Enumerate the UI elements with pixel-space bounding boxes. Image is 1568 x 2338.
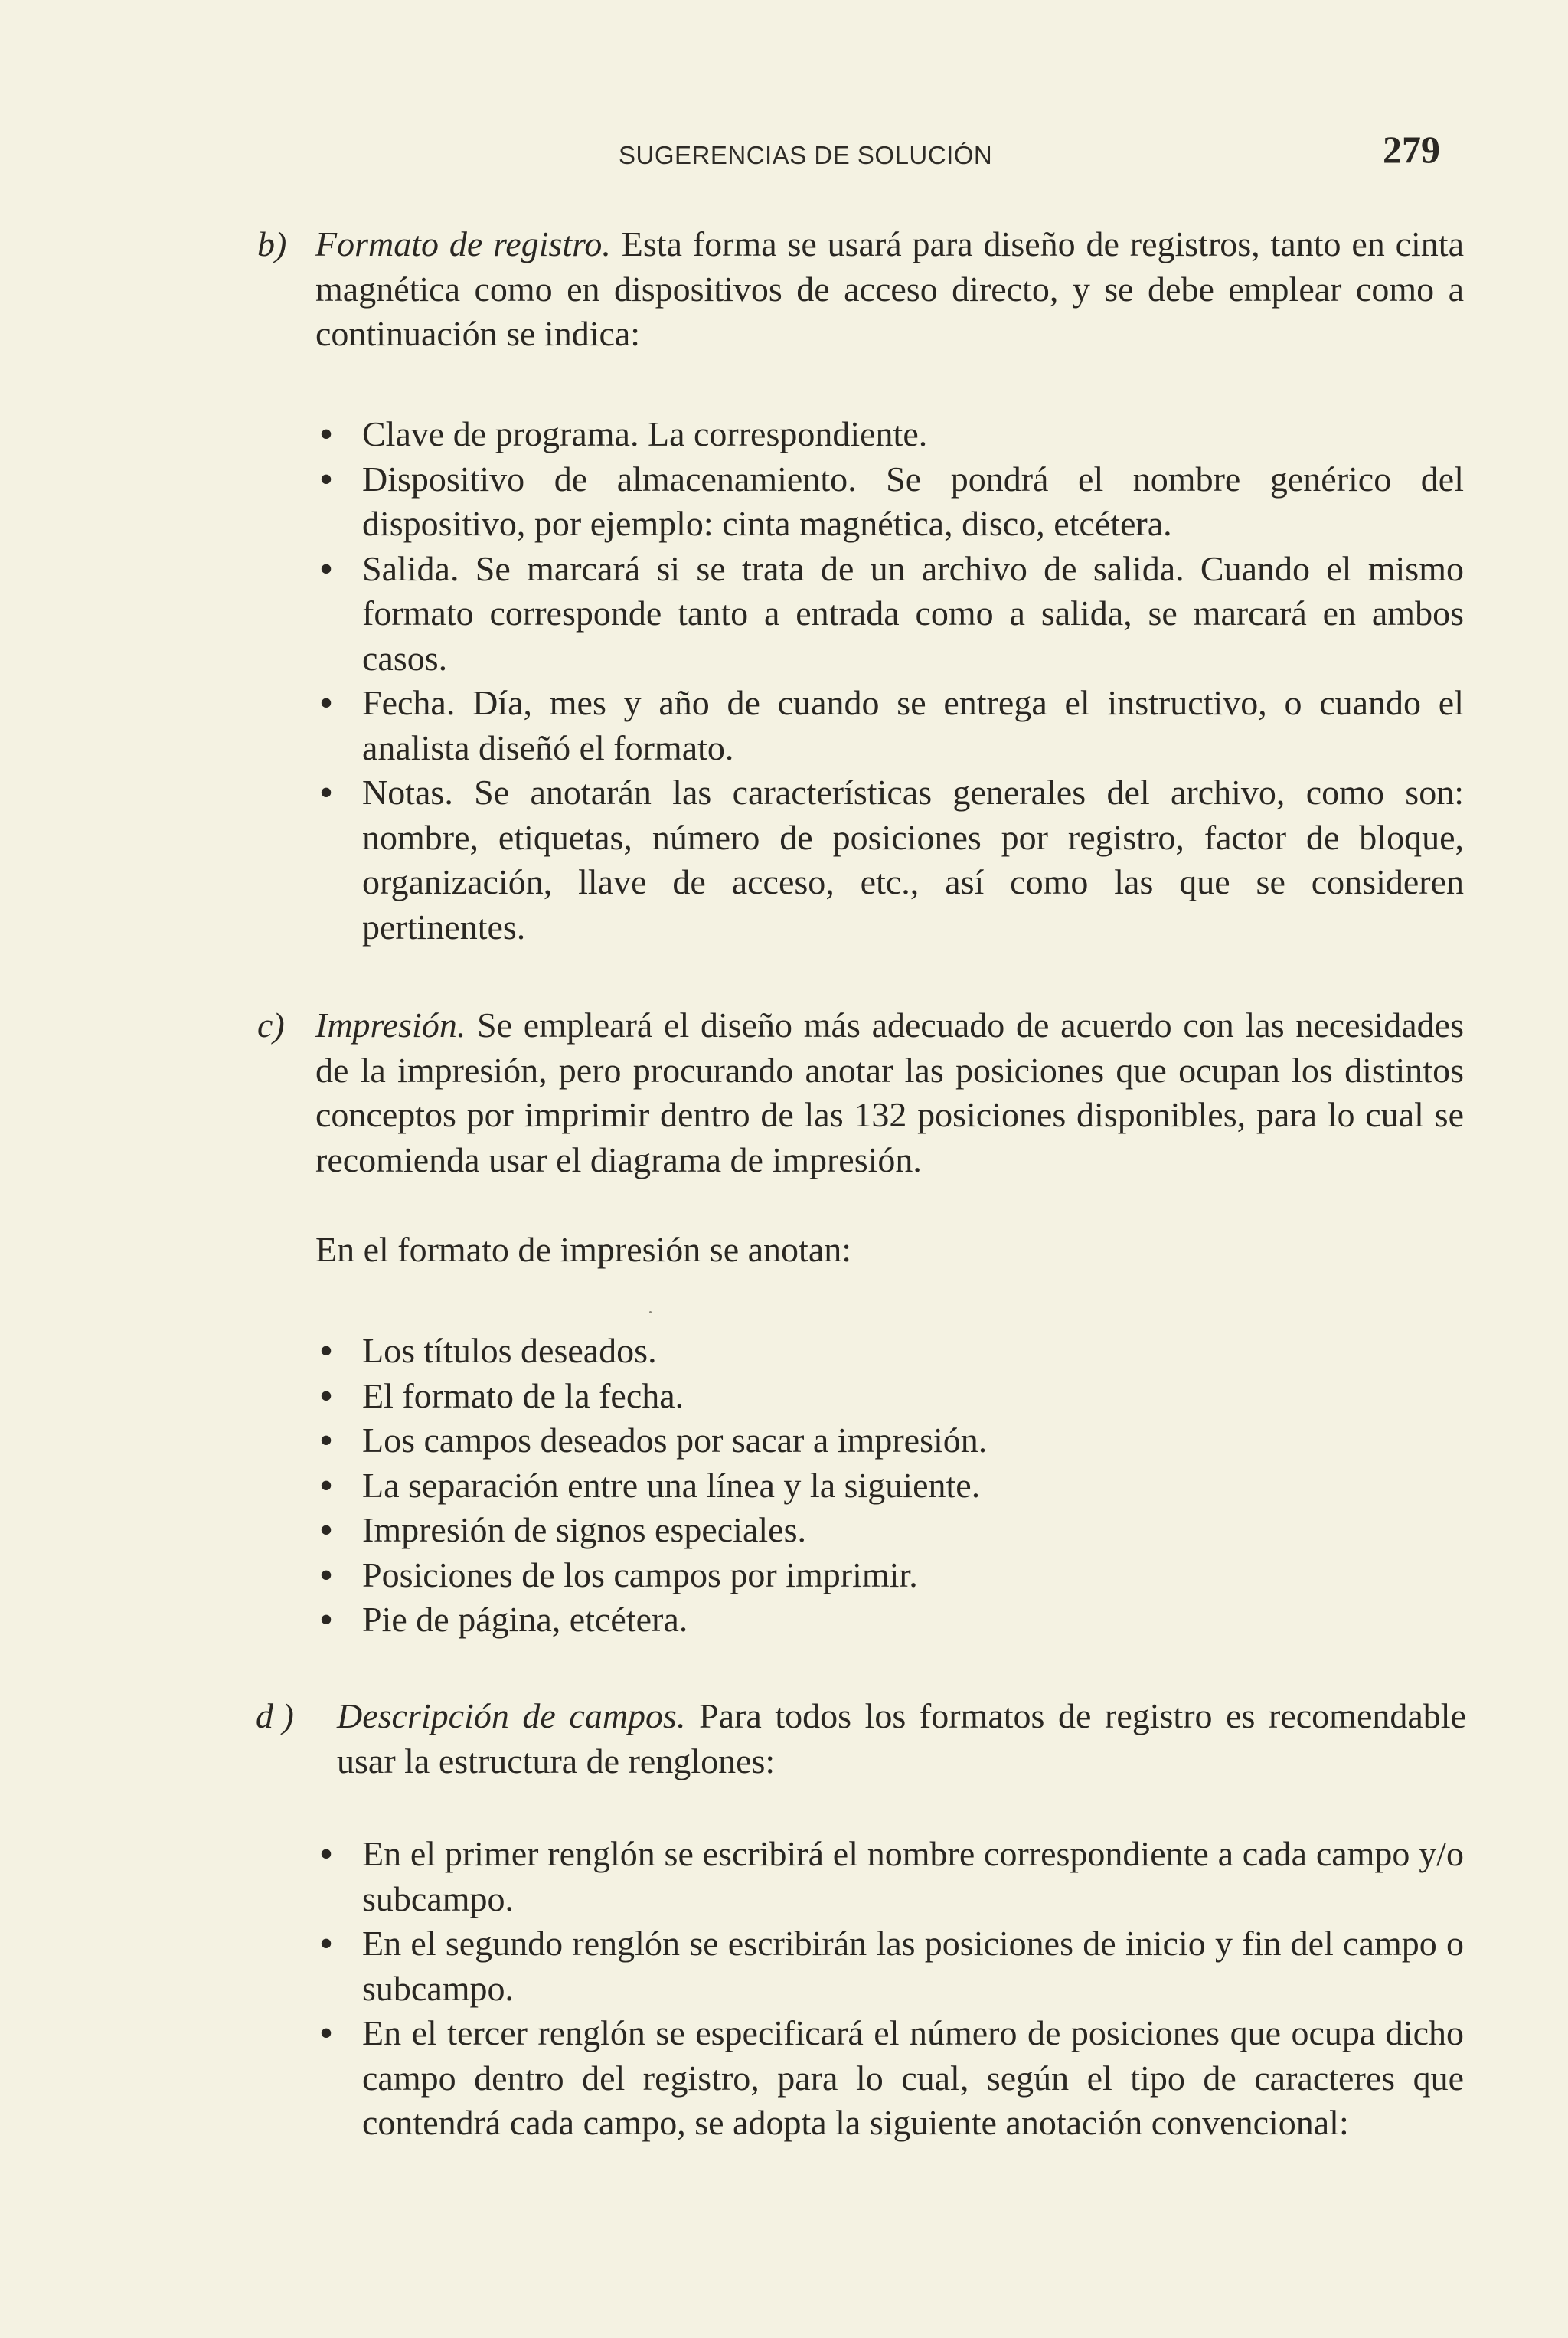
list-item-text: Los títulos deseados.: [362, 1331, 657, 1370]
list-item-text: En el segundo renglón se escribirán las posiciones de inicio y fin del campo o subcampo.: [362, 1924, 1464, 2008]
section-d-paragraph: [256, 1694, 1466, 1784]
list-item: [320, 681, 1464, 770]
section-c: [257, 1003, 1464, 1182]
bullet-icon: •: [320, 683, 333, 722]
bullet-icon: •: [320, 1600, 333, 1639]
bullet-icon: •: [320, 548, 333, 588]
bullet-icon: •: [320, 1331, 333, 1370]
bullet-icon: •: [320, 1555, 333, 1594]
section-c-title: Impresión.: [315, 1006, 466, 1045]
list-item: [320, 1508, 1464, 1553]
section-d-text: Para todos los formatos de registro es recomendable usar la estructura de renglones:: [337, 1696, 1466, 1780]
bullet-icon: •: [320, 414, 333, 453]
list-item-text: En el primer renglón se escribirá el nombre correspondiente a cada campo y/o subcampo.: [362, 1834, 1464, 1918]
list-item: [320, 457, 1464, 547]
section-d-bullet-list: [320, 1832, 1464, 2146]
list-item-text: Posiciones de los campos por imprimir.: [362, 1555, 918, 1594]
bullet-icon: •: [320, 1465, 333, 1505]
list-item-text: Fecha. Día, mes y año de cuando se entrega el instructivo, o cuando el analista diseñó el formato.: [362, 683, 1464, 767]
bullet-icon: •: [320, 2013, 333, 2052]
section-b-title: Formato de registro.: [315, 224, 611, 263]
section-c-bullet-list: [320, 1329, 1464, 1643]
list-item-text: Notas. Se anotarán las características generales del archivo, como son: nombre, etiquetas, número de posiciones por registro, factor de bloque, organización, llave de acceso, etc., así como las que se consideren pertinentes.: [362, 773, 1464, 947]
list-item: [320, 1374, 1464, 1419]
bullet-icon: •: [320, 1421, 333, 1460]
list-item: [320, 412, 1464, 457]
list-item: [320, 1597, 1464, 1643]
section-b-marker: b): [257, 224, 287, 263]
section-c-text: Se empleará el diseño más adecuado de acuerdo con las necesidades de la impresión, pero procurando anotar las posiciones que ocupan los distintos conceptos por imprimir dentro de las 132 posiciones disponibles, para lo cual se recomienda usar el diagrama de impresión.: [315, 1006, 1464, 1179]
bullet-icon: •: [320, 1834, 333, 1873]
list-item-text: Salida. Se marcará si se trata de un archivo de salida. Cuando el mismo formato corresponde tanto a entrada como a salida, se marcará en ambos casos.: [362, 548, 1464, 678]
list-item-text: El formato de la fecha.: [362, 1375, 684, 1415]
bullet-icon: •: [320, 1375, 333, 1415]
section-c-continuation: En el formato de impresión se anotan:: [315, 1230, 852, 1269]
paper-speck: [649, 1311, 652, 1313]
list-item: [320, 1418, 1464, 1463]
section-c-marker: c): [257, 1006, 285, 1045]
section-d: [256, 1694, 1466, 1784]
list-item: [320, 1463, 1464, 1509]
section-d-title: Descripción de campos.: [337, 1696, 686, 1735]
list-item-text: Dispositivo de almacenamiento. Se pondrá el nombre genérico del dispositivo, por ejemplo: cinta magnética, disco, etcétera.: [362, 459, 1464, 543]
list-item-text: Los campos deseados por sacar a impresión.: [362, 1421, 988, 1460]
page-number: 279: [1383, 128, 1440, 171]
list-item-text: En el tercer renglón se especificará el número de posiciones que ocupa dicho campo dentro del registro, para lo cual, según el tipo de caracteres que contendrá cada campo, se adopta la siguiente anotación convencional:: [362, 2013, 1464, 2142]
running-head: SUGERENCIAS DE SOLUCIÓN: [619, 141, 993, 169]
list-item: [320, 770, 1464, 950]
list-item-text: Impresión de signos especiales.: [362, 1510, 806, 1549]
bullet-icon: •: [320, 459, 333, 499]
section-b-paragraph: [257, 222, 1465, 357]
section-b: [257, 222, 1465, 357]
list-item: [320, 1329, 1464, 1374]
bullet-icon: •: [320, 773, 333, 812]
section-b-bullet-list: [320, 412, 1464, 950]
list-item: [320, 547, 1464, 682]
list-item-text: La separación entre una línea y la siguiente.: [362, 1465, 981, 1505]
section-d-marker: d ): [256, 1696, 294, 1735]
list-item-text: Pie de página, etcétera.: [362, 1600, 688, 1639]
list-item-text: Clave de programa. La correspondiente.: [362, 414, 928, 453]
bullet-icon: •: [320, 1924, 333, 1963]
bullet-icon: •: [320, 1510, 333, 1549]
section-b-text: Esta forma se usará para diseño de registros, tanto en cinta magnética como en dispositivos de acceso directo, y se debe emplear como a continuación se indica:: [315, 224, 1465, 353]
list-item: [320, 1921, 1464, 2011]
list-item: [320, 2011, 1464, 2146]
section-c-paragraph: [257, 1003, 1464, 1182]
list-item: [320, 1553, 1464, 1598]
list-item: [320, 1832, 1464, 1921]
